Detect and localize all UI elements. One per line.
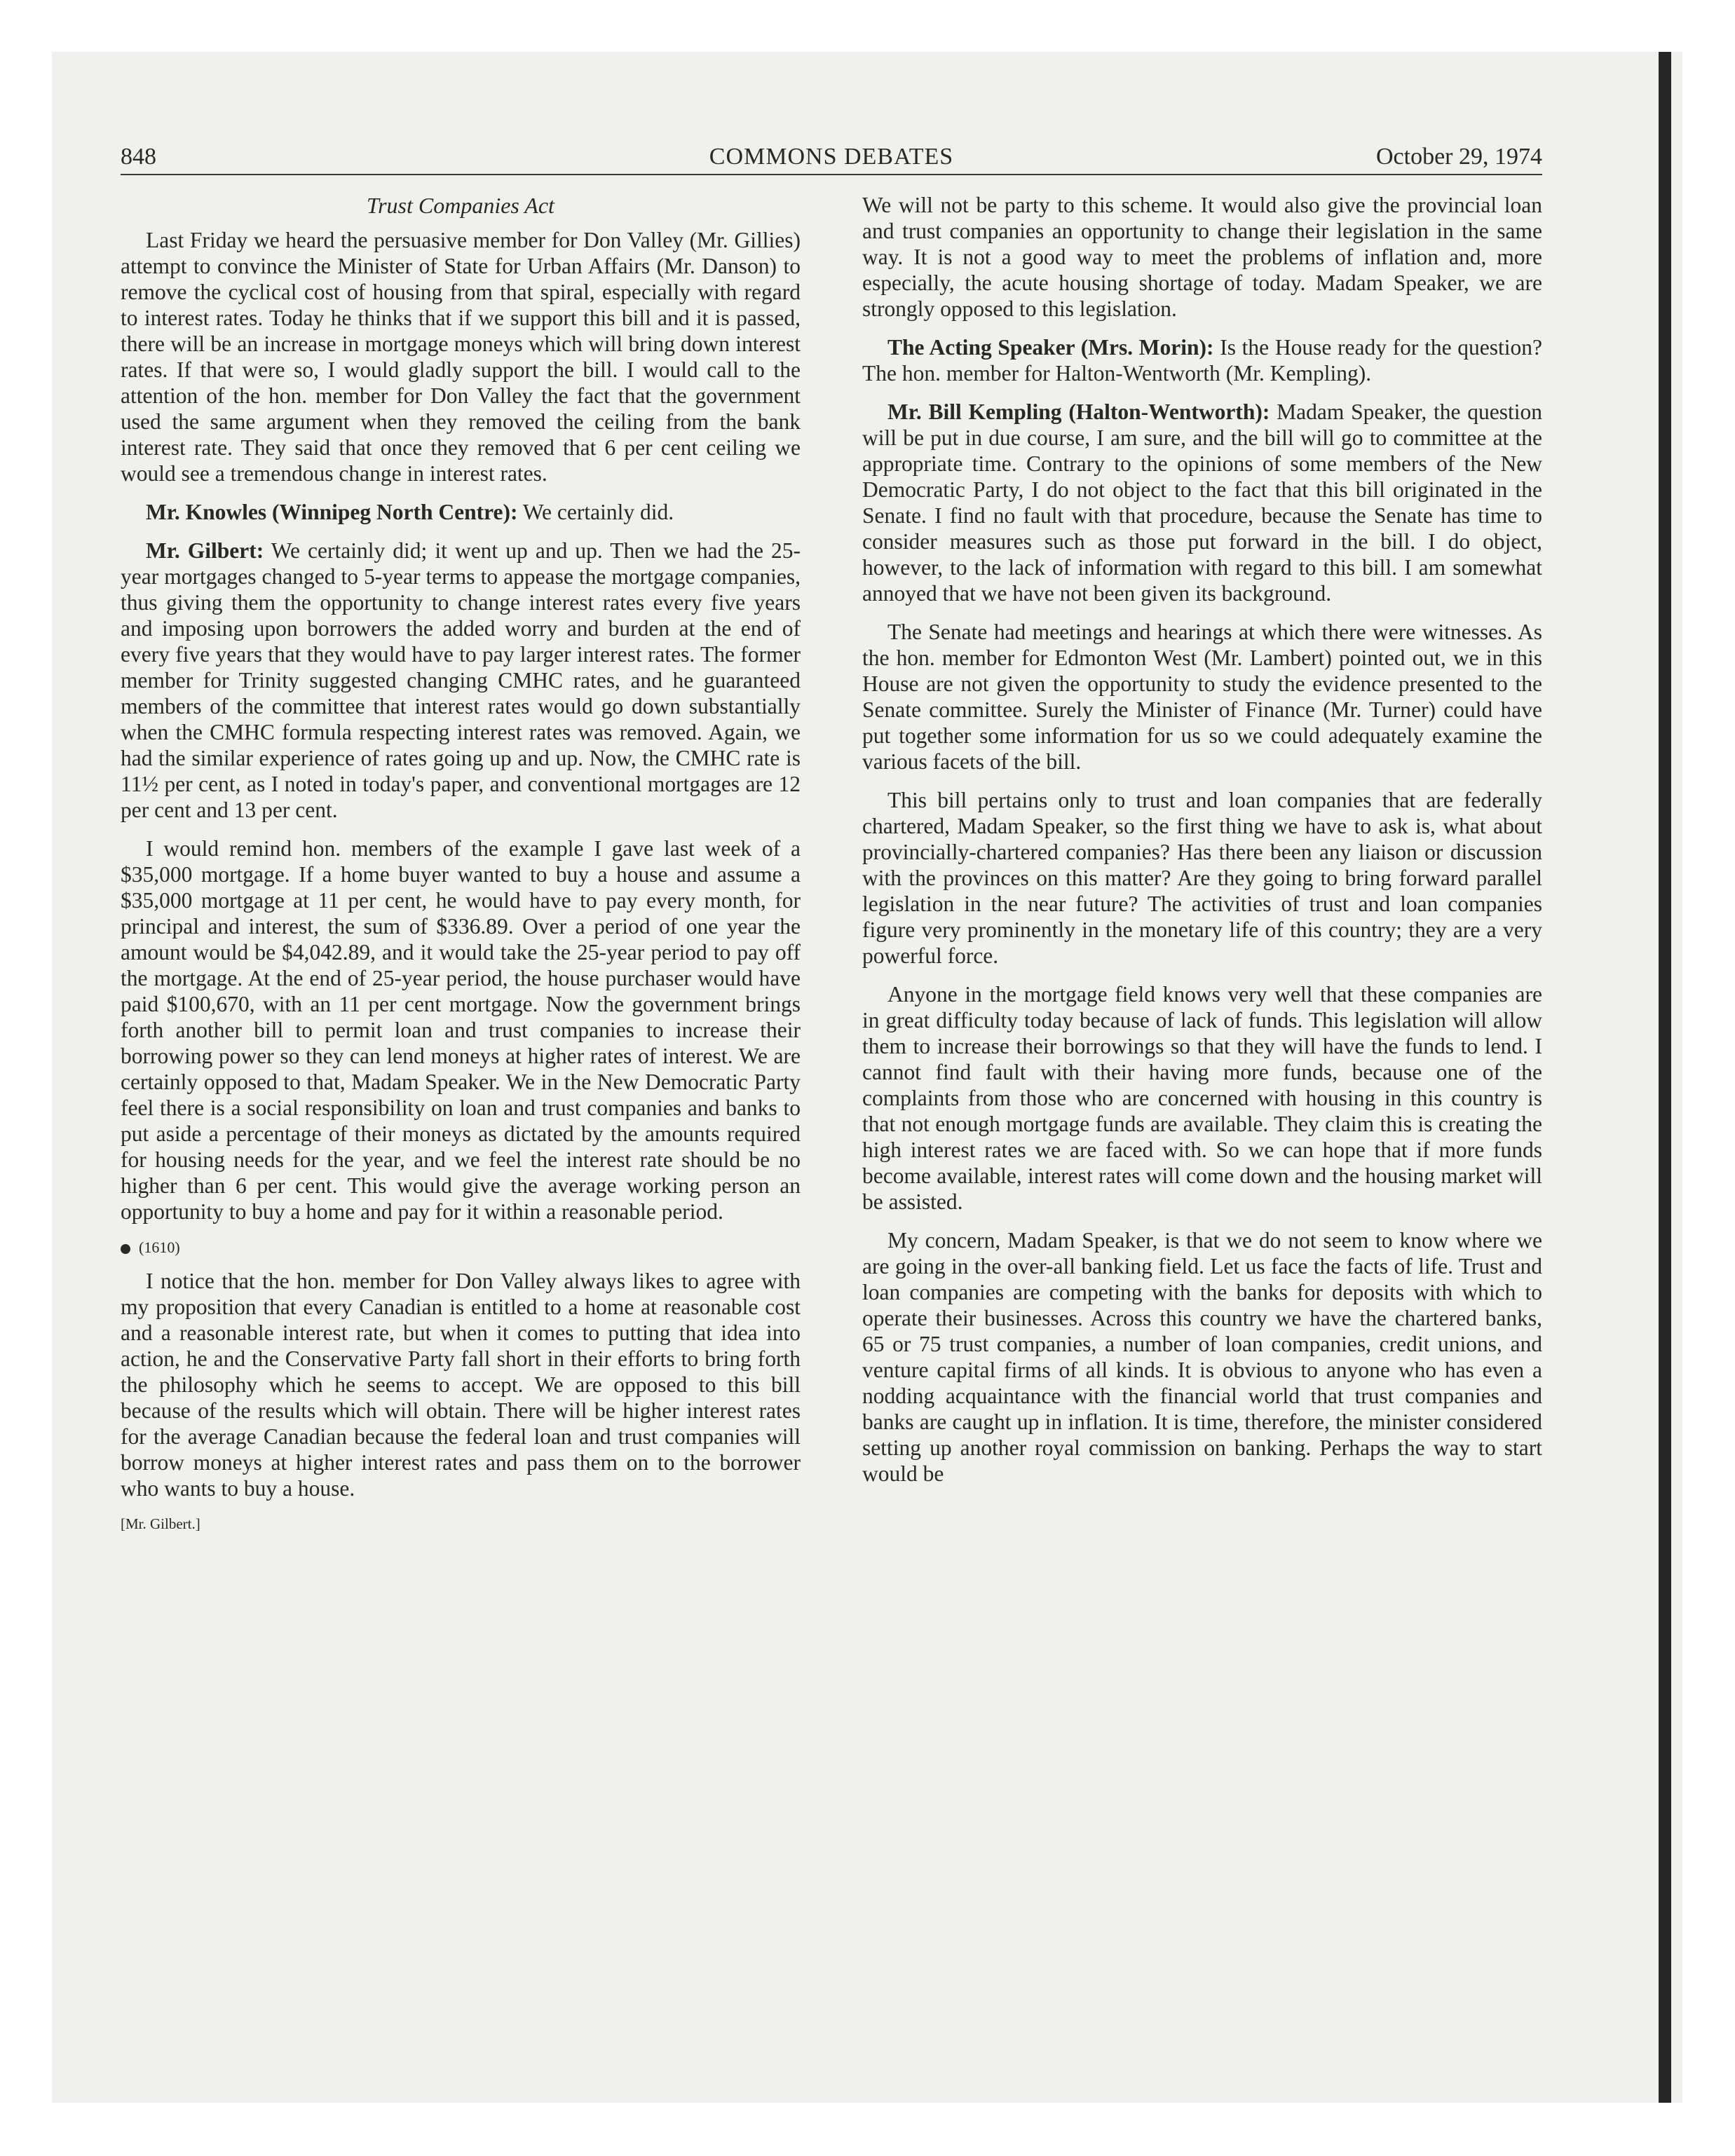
scan-edge-shadow bbox=[1659, 52, 1671, 2103]
paragraph: The Senate had meetings and hearings at which there were witnesses. As the hon. member for Edmonton West (Mr. Lambert) pointed out, we in this House are not given the opportunity to study the evidence presented to the Senate committee. Surely the Minister of Finance (Mr. Turner) could have put together some information for us so we could adequately examine the various facets of the bill. bbox=[862, 620, 1542, 774]
time-marker-text: (1610) bbox=[139, 1239, 180, 1256]
speaker-name: Mr. Bill Kempling (Halton-Wentworth): bbox=[887, 400, 1270, 424]
paragraph: I would remind hon. members of the example I gave last week of a $35,000 mortgage. If a home buyer wanted to buy a house and assume a $35,000 mortgage at 11 per cent, he would have to pay every month, for principal and interest, the sum of $336.89. Over a period of one year the amount would be $4,042.89, and it would take the 25-year period to pay off the mortgage. At the end of 25-year period, the house purchaser would have paid $100,670, with an 11 per cent mortgage. Now the government brings forth another bill to permit loan and trust companies to increase their borrowing power so they can lend moneys at higher rates of interest. We are certainly opposed to that, Madam Speaker. We in the New Democratic Party feel there is a social responsibility on loan and trust companies and banks to put aside a percentage of their moneys as dictated by the amounts required for housing needs for the year, and we feel the interest rate should be no higher than 6 per cent. This would give the average working person an opportunity to buy a home and pay for it within a reasonable period. bbox=[121, 836, 801, 1224]
paragraph: Last Friday we heard the persuasive member for Don Valley (Mr. Gillies) attempt to convince the Minister of State for Urban Affairs (Mr. Danson) to remove the cyclical cost of housing from that spiral, especially with regard to interest rates. Today he thinks that if we support this bill and it is passed, there will be an increase in mortgage moneys which will bring down interest rates. If that were so, I would gladly support the bill. I would call to the attention of the hon. member for Don Valley the fact that the government used the same argument when they removed the ceiling from the bank interest rate. They said that once they removed that 6 per cent ceiling we would see a tremendous change in interest rates. bbox=[121, 228, 801, 486]
paragraph: We will not be party to this scheme. It would also give the provincial loan and trust companies an opportunity to change their legislation in the same way. It is not a good way to meet the problems of inflation and, more especially, the acute housing shortage of today. Madam Speaker, we are strongly opposed to this legislation. bbox=[862, 193, 1542, 321]
paragraph: This bill pertains only to trust and loan companies that are federally chartered, Madam Speaker, so the first thing we have to ask is, what about provincially-chartered companies? Has there been any liaison or discussion with the provinces on this matter? Are they going to bring forward parallel legislation in the near future? The activities of trust and loan companies figure very prominently in the monetary life of this country; they are a very powerful force. bbox=[862, 788, 1542, 968]
paragraph: My concern, Madam Speaker, is that we do not seem to know where we are going in the over-all banking field. Let us face the facts of life. Trust and loan companies are competing with the banks for deposits with which to operate their businesses. Across this country we have the chartered banks, 65 or 75 trust companies, a number of loan companies, credit unions, and venture capital firms of all kinds. It is obvious to anyone who has even a nodding acquaintance with the financial world that trust companies and banks are caught up in inflation. It is time, therefore, the minister considered setting up another royal commission on banking. Perhaps the way to start would be bbox=[862, 1228, 1542, 1486]
time-marker bbox=[121, 1237, 801, 1258]
speech-text: We certainly did; it went up and up. Then we had the 25-year mortgages changed to 5-year terms to appease the mortgage companies, thus giving them the opportunity to change interest rates every five years and imposing upon borrowers the added worry and burden at the end of every five years that they would have to pay larger interest rates. The former member for Trinity suggested changing CMHC rates, and he guaranteed members of the committee that interest rates would go down substantially when the CMHC formula respecting interest rates was removed. Again, we had the similar experience of rates going up and up. Now, the CMHC rate is 11½ per cent, as I noted in today's paper, and conventional mortgages are 12 per cent and 13 per cent. bbox=[121, 538, 801, 822]
publication-title: COMMONS DEBATES bbox=[709, 144, 954, 170]
speaker-name: Mr. Gilbert: bbox=[146, 538, 264, 563]
speech-text: We certainly did. bbox=[517, 500, 674, 524]
speech-paragraph bbox=[862, 399, 1542, 606]
speech-text: Madam Speaker, the question will be put in due course, I am sure, and the bill will go to committee at the appropriate time. Contrary to the opinions of some members of the New Democratic Party, I do not object to the fact that this bill originated in the Senate. I find no fault with that procedure, because the Senate has time to consider measures such as those put forward in the bill. I do object, however, to the lack of information with regard to this bill. I am somewhat annoyed that we have not been given its background. bbox=[862, 400, 1543, 606]
publication-date: October 29, 1974 bbox=[1375, 144, 1542, 170]
bullet-icon bbox=[121, 1244, 130, 1254]
document-page bbox=[121, 140, 1543, 1532]
left-column bbox=[121, 192, 801, 1534]
speaker-name: Mr. Knowles (Winnipeg North Centre): bbox=[146, 500, 518, 524]
speaker-name: The Acting Speaker (Mrs. Morin): bbox=[887, 335, 1214, 360]
speech-text: Is the House ready for the question? The hon. member for Halton-Wentworth (Mr. Kempling). bbox=[862, 335, 1543, 386]
running-header bbox=[121, 140, 1542, 175]
page-number: 848 bbox=[121, 144, 156, 170]
paragraph: I notice that the hon. member for Don Valley always likes to agree with my proposition that every Canadian is entitled to a home at reasonable cost and a reasonable interest rate, but when it comes to putting that idea into action, he and the Conservative Party fall short in their efforts to bring forth the philosophy which he seems to accept. We are opposed to this bill because of the results which will obtain. There will be higher interest rates for the average Canadian because the federal loan and trust companies will borrow moneys at higher interest rates and pass them on to the borrower who wants to buy a house. bbox=[121, 1269, 801, 1501]
speech-paragraph bbox=[862, 334, 1542, 386]
section-title: Trust Companies Act bbox=[367, 193, 554, 218]
paragraph: Anyone in the mortgage field knows very well that these companies are in great difficulty today because of lack of funds. This legislation will allow them to increase their borrowings so that they will have the funds to lend. I cannot find fault with their having more funds, because one of the complaints from those who are concerned with housing in this country is that not enough mortgage funds are available. They claim this is creating the high interest rates we are faced with. So we can hope that if more funds become available, interest rates will come down and the housing market will be assisted. bbox=[862, 982, 1542, 1214]
right-column bbox=[862, 192, 1542, 1499]
speech-paragraph bbox=[121, 499, 801, 525]
speaker-footer: [Mr. Gilbert.] bbox=[121, 1515, 200, 1532]
speech-paragraph bbox=[121, 538, 801, 823]
